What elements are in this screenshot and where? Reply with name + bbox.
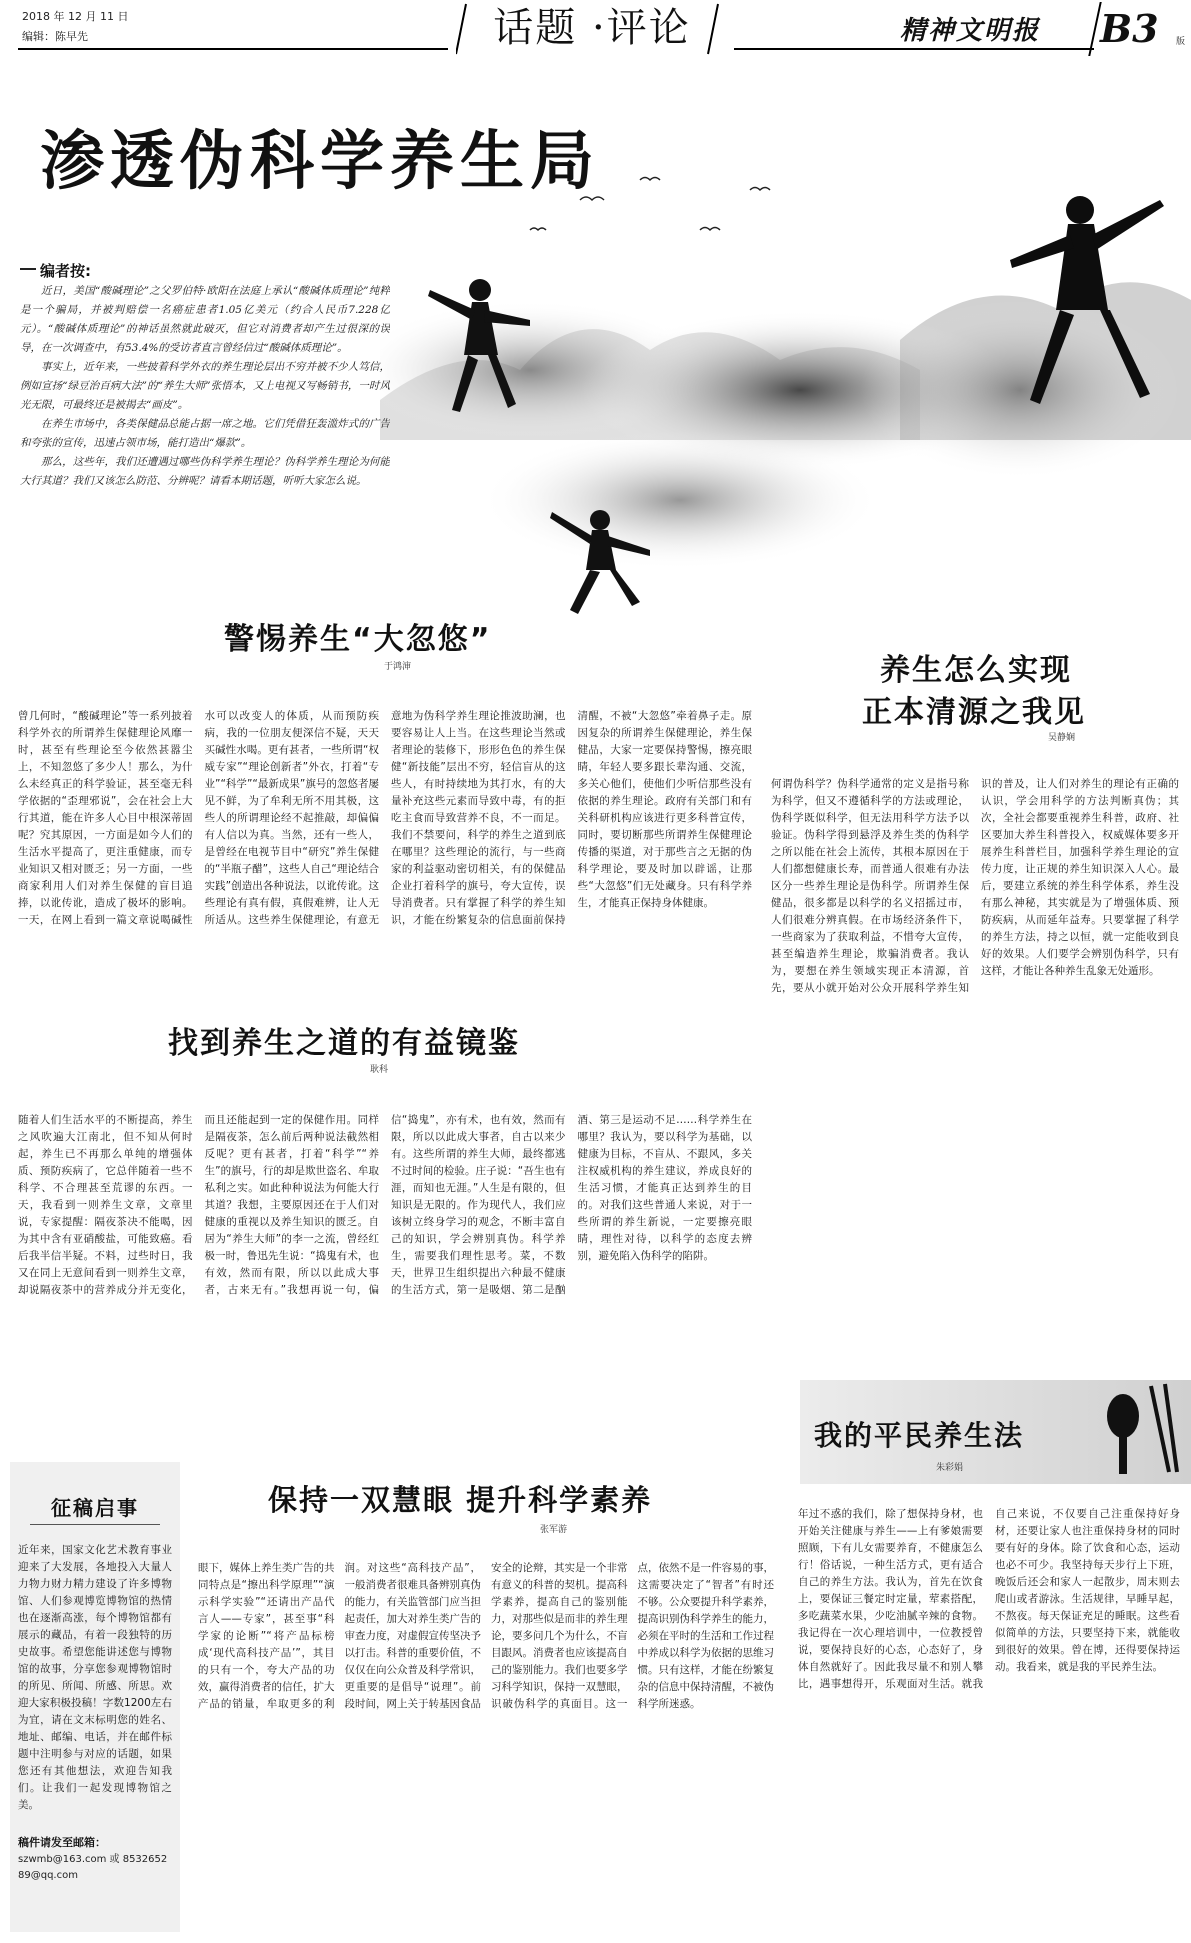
article-byline: 朱彩娟 [936, 1463, 964, 1473]
article-title-line1: 养生怎么实现 [880, 653, 1072, 688]
article-byline: 张军游 [540, 1525, 568, 1535]
bowl-chopsticks-icon [1081, 1380, 1191, 1484]
section-box [456, 2, 728, 56]
article-title: 保持一双慧眼 提升科学素养 [268, 1483, 653, 1517]
article-title: 找到养生之道的有益镜鉴 [168, 1026, 520, 1061]
taichi-illustration [380, 140, 1191, 620]
sidebar-contact-value: szwmb@163.com 或 853265289@qq.com [18, 1854, 168, 1881]
editor-note-body [20, 282, 390, 518]
masthead-date: 2018 年 12 月 11 日 [22, 10, 129, 23]
lead-title: 渗透伪科学养生局 [40, 124, 600, 199]
article-byline: 吴静娴 [1048, 733, 1076, 743]
article-byline: 耿科 [370, 1065, 389, 1075]
article-body: 随着人们生活水平的不断提高，养生之风吹遍大江南北，但不知从何时起，养生已不再那么单纯的增强体质、预防疾病了，它总伴随着一些不科学、不合理甚至荒谬的东西。一天，我看到一则养生文章，文章里说，专家提醒：隔夜茶决不能喝，因为其中含有亚硝酸盐，可能致癌。看后我半信半疑。不料，过些时日，我又在同上无意间看到一则养生文章，却说隔夜茶中的营养成分并无变化，而且还能起到一定的保健作用。同样是隔夜茶，怎么前后两种说法截然相反呢？更有甚者，打着“科学”“养生”的旗号，行的却是欺世盗名、牟取私利之实。如此种种说法为何能大行其道？我想，主要原因还在于人们对健康的重视以及养生知识的匮乏。自居为“养生大师”的李一之流，曾经红极一时，鲁迅先生说：“捣鬼有术，也有效，然而有限，所以以此成大事者，古来无有。”我想再说一句，偏信“捣鬼”，亦有术，也有效，然而有限，所以以此成大事者，自古以来少有。这些所谓的养生大师，最终都逃不过时间的检验。庄子说：“吾生也有涯，而知也无涯。”人生是有限的，但知识是无限的。作为现代人，我们应该树立终身学习的观念，不断丰富自己的知识，学会辨别真伪。科学养生，需要我们理性思考。菜，不数天，世界卫生组织提出六种最不健康的生活方式，第一是吸烟、第二是酗酒、第三是运动不足……科学养生在哪里？我认为，要以科学为基础，以健康为目标，不盲从、不跟风，多关注权威机构的养生建议，养成良好的生活习惯，才能真正达到养生的目的。对我们这些普通人来说，对于一些所谓的养生新说，一定要擦亮眼睛，理性对待，以科学的态度去辨别，避免陷入伪科学的陷阱。 [18, 1114, 752, 1296]
masthead-rule-right [734, 48, 1094, 50]
masthead-editor: 编辑：陈早先 [22, 30, 88, 43]
editor-note-paragraph: 那么，这些年，我们还遭遇过哪些伪科学养生理论？伪科学养生理论为何能大行其道？我们又该怎么防范、分辨呢？请看本期话题，听听大家怎么说。 [20, 456, 390, 487]
editor-note [20, 264, 390, 519]
article-title-line2: 正本清源之我见 [862, 695, 1086, 730]
sidebar-box [10, 1462, 180, 1932]
editor-note-paragraph: 事实上，近年来，一些披着科学外衣的养生理论层出不穷并被不少人笃信，例如宣扬“绿豆治百病大法”的“养生大师”张悟本，又上电视又写畅销书，一时风光无限，可最终还是被揭去“画皮”。 [20, 361, 390, 411]
sidebar-contact-label: 稿件请发至邮箱： [18, 1836, 106, 1849]
article-body: 曾几何时，“酸碱理论”等一系列披着科学外衣的所谓养生保健理论风靡一时，甚至有些理论至今依然甚嚣尘上，不知忽悠了多少人！那么，为什么未经真正的科学验证，甚至毫无科学依据的“歪理邪说”，会在社会上大行其道，能在许多人心目中根深蒂固呢？究其原因，一方面是如今人们的生活水平提高了，更注重健康，而专业知识又相对匮乏；另一方面，一些商家利用人们对养生保健的盲目追捧，以讹传讹，造成了极坏的影响。一天，在网上看到一篇文章说喝碱性水可以改变人的体质，从而预防疾病，我的一位朋友便深信不疑，天天买碱性水喝。更有甚者，一些所谓“权威专家”“理论创新者”外衣，打着“专业”“科学”“最新成果”旗号的忽悠者屡见不鲜，为了牟利无所不用其极，这些人的所谓理论经不起推敲，却偏偏有人信以为真。当然，还有一些人，是曾经在电视节目中“研究”养生保健的“半瓶子醋”，这些人自己“理论结合实践”创造出各种说法，以讹传讹。这些理论有真有假，真假难辨，让人无所适从。这些养生保健理论，有意无意地为伪科学养生理论推波助澜，也要容易让人上当。在这些理论当然或者理论的装修下，形形色色的养生保健“新技能”层出不穷，轻信盲从的这些人，有时持续地为其打水，有的大量补充这些元素而导致中毒，有的拒吃主食而导致营养不良，不一而足。我们不禁要问，科学的养生之道到底在哪里？这些理论的流行，与一些商家的利益驱动密切相关，有的保健品企业打着科学的旗号，夸大宣传，误导消费者。只有掌握了科学的养生知识，才能在纷繁复杂的信息面前保持清醒，不被“大忽悠”牵着鼻子走。原因复杂的所谓养生保健理论，养生保健品，大家一定要保持警惕，擦亮眼睛，年轻人要多跟长辈沟通、交流，多关心他们，使他们少听信那些没有依据的养生理论。政府有关部门和有关科研机构应该进行更多科普宣传，同时，要切断那些所谓养生保健理论传播的渠道，对于那些言之无据的伪科学理论，要及时加以辟谣，让那些“大忽悠”们无处藏身。只有科学养生，才能真正保持身体健康。 [18, 710, 752, 926]
masthead-rule-left [18, 48, 448, 50]
paper-name: 精神文明报 [900, 16, 1041, 46]
article-box [800, 1380, 1191, 1484]
article-body: 何谓伪科学？伪科学通常的定义是指号称为科学，但又不遵循科学的方法或理论，伪科学既似科学，但无法用科学方法予以验证。伪科学得到悬浮及养生类的伪科学之所以能在社会上流传，其根本原因在于人们都想健康长寿，而普通人很难有办法区分一些养生理论是伪科学。所谓养生保健品，很多都是以科学的名义招摇过市，人们很难分辨真假。在市场经济条件下，一些商家为了获取利益，不惜夸大宣传，甚至编造养生理论，欺骗消费者。我认为，要想在养生领域实现正本清源，首先，要从小就开始对公众开展科学养生知识的普及，让人们对养生的理论有正确的认识，学会用科学的方法判断真伪；其次，全社会都要重视养生科普，政府、社区要加大养生科普投入，权威媒体要多开展养生科普栏目，加强科学养生理论的宣传力度，让正规的养生知识深入人心。最后，要建立系统的养生科学体系，养生没有那么神秘，其实就是为了增强体质、预防疾病，从而延年益寿。只要掌握了科学的养生方法，持之以恒，就一定能收到良好的效果。人们要学会辨别伪科学，只有这样，才能让各种养生乱象无处遁形。 [771, 778, 1179, 994]
article-body: 眼下，媒体上养生类广告的共同特点是“擦出科学原理”“演示科学实验”“还请出产品代言人——专家”，甚至事“科学家的论断”“将产品标榜成‘现代高科技产品’”，其目的只有一个，夸大产品的功效，赢得消费者的信任，扩大产品的销量，牟取更多的利润。对这些“高科技产品”，一般消费者很难具备辨别真伪的能力，有关监管部门应当担起责任，加大对养生类广告的审查力度，对虚假宣传坚决予以打击。科普的重要价值，不仅仅在向公众普及科学常识，更重要的是倡导“说理”。前段时间，网上关于转基因食品安全的论辩，其实是一个非常有意义的科普的契机。提高科学素养，提高自己的鉴别能力，对那些似是而非的养生理论，要多问几个为什么，不盲目跟风。消费者也应该提高自己的鉴别能力。我们也要多学习科学知识，保持一双慧眼，识破伪科学的真面目。这一点，依然不是一件容易的事，这需要决定了“智者”有时还不够。公众要提升科学素养，提高识别伪科学养生的能力，必须在平时的生活和工作过程中养成以科学为依据的思维习惯。只有这样，才能在纷繁复杂的信息中保持清醒，不被伪科学所迷惑。 [198, 1562, 774, 1710]
editor-note-paragraph: 在养生市场中，各类保健品总能占据一席之地。它们凭借狂轰滥炸式的广告和夸张的宣传，迅速占领市场，能打造出“爆款”。 [20, 418, 390, 449]
editor-note-label: 编者按: [40, 262, 91, 280]
article-title: 警惕养生“大忽悠” [224, 622, 492, 657]
masthead [0, 0, 1191, 60]
sidebar-title: 征稿启事 [51, 1496, 139, 1520]
page-suffix: 版 [1176, 37, 1186, 47]
section-label: 话题 ·评论 [493, 5, 691, 51]
page-number: B3 [1100, 6, 1159, 51]
sidebar-body: 近年来，国家文化艺术教育事业迎来了大发展，各地投入大量人力物力财力精力建设了许多博物馆、人们参观博览博物馆的热情也在逐渐高涨，每个博物馆都有展示的藏品，有着一段独特的历史故事。希望您能讲述您与博物馆的故事，分享您参观博物馆时的所见、所闻、所感、所思。欢迎大家积极投稿！字数1200左右为宜，请在文末标明您的姓名、地址、邮编、电话，并在邮件标题中注明参与对应的话题，如果您还有其他想法，欢迎告知我们。让我们一起发现博物馆之美。 [18, 1544, 172, 1811]
sidebar-title-rule [30, 1524, 160, 1525]
editor-note-marker [20, 268, 36, 270]
editor-note-paragraph: 近日，美国“酸碱理论”之父罗伯特·欧阳在法庭上承认“酸碱体质理论”纯粹是一个骗局，并被判赔偿一名癌症患者1.05亿美元（约合人民币7.228亿元）。“酸碱体质理论”的神话虽然就此破灭，但它对消费者却产生过很深的误导，在一次调查中，有53.4%的受访者直言曾经信过“酸碱体质理论”。 [20, 285, 390, 354]
article-body: 年过不惑的我们，除了想保持身材，也开始关注健康与养生——上有爹娘需要照顾，下有儿女需要养育，不健康怎么行！俗话说，一种生活方式，更有适合自己的养生方法。我认为，首先在饮食上，要保证三餐定时定量，荤素搭配，多吃蔬菜水果，少吃油腻辛辣的食物。我记得在一次心理培训中，一位教授曾说，要保持良好的心态，心态好了，身体自然就好了。因此我尽量不和别人攀比，遇事想得开，乐观面对生活。就我自己来说，不仅要自己注重保持好身材，还要让家人也注重保持身材的同时要有好的身体。除了饮食和心态，运动也必不可少。我坚持每天步行上下班，晚饭后还会和家人一起散步，周末则去爬山或者游泳。生活规律，早睡早起，不熬夜。每天保证充足的睡眠。这些看似简单的方法，只要坚持下来，就能收到很好的效果。曾在博，还得要保持运动。我看来，就是我的平民养生法。 [798, 1508, 1180, 1690]
article-title: 我的平民养生法 [814, 1419, 1025, 1452]
article-byline: 于鸿渖 [384, 662, 412, 672]
